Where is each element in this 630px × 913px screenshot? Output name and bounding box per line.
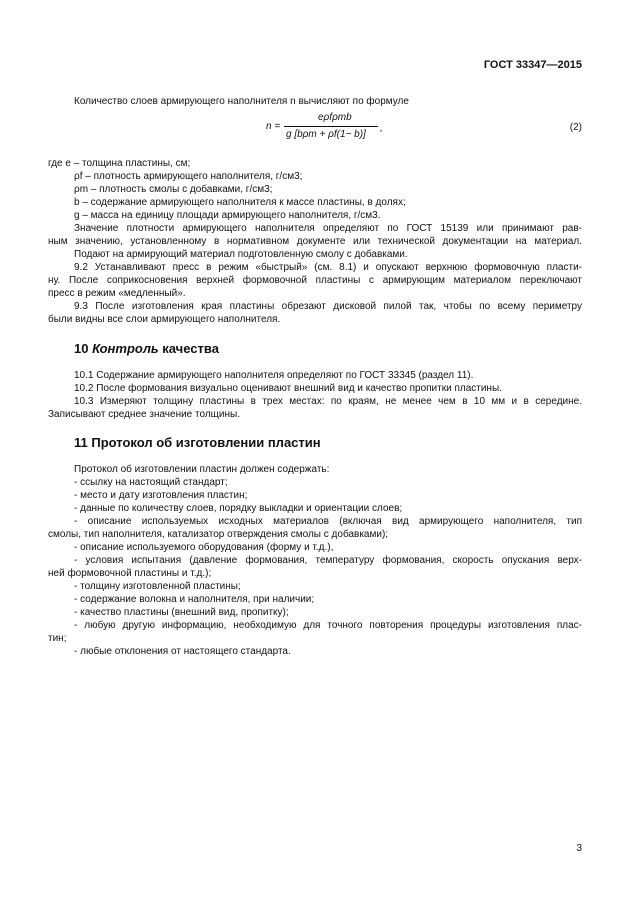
paragraph-line: 9.3 После изготовления края пластины обрезают дисковой пилой так, чтобы по всему периметру: [74, 301, 582, 312]
intro-line: Количество слоев армирующего наполнителя n вычисляют по формуле: [74, 96, 409, 107]
paragraph-line: Значение плотности армирующего наполнителя определяют по ГОСТ 15139 или принимают рав-: [74, 223, 582, 234]
section-10-title-italic: Контроль: [92, 341, 159, 356]
section-11-line: Протокол об изготовлении пластин должен содержать:: [74, 464, 330, 475]
where-line: где e – толщина пластины, см;: [48, 158, 191, 169]
where-line: g – масса на единицу площади армирующего наполнителя, г/см3.: [74, 210, 381, 221]
section-11-line: - любые отклонения от настоящего стандарта.: [74, 646, 291, 657]
section-11-line: - любую другую информацию, необходимую для точного повторения процедуры изготовления плас-: [74, 620, 582, 631]
page-number: 3: [576, 843, 582, 854]
section-10-heading: [74, 341, 219, 356]
section-11-line: - описание используемого оборудования (форму и т.д.),: [74, 542, 334, 553]
paragraph-line: пресс в режим «медленный».: [48, 288, 186, 299]
formula-numerator: eρfρmb: [318, 112, 352, 123]
formula-number: (2): [569, 122, 582, 133]
paragraph-line: 9.2 Устанавливают пресс в режим «быстрый» (см. 8.1) и опускают верхнюю формовочную пласти-: [74, 262, 582, 273]
paragraph-line: ну. После соприкосновения верхней формовочной пластины с армирующим материалом переключают: [48, 275, 582, 286]
formula-tail: ,: [380, 123, 383, 134]
section-11-line: - качество пластины (внешний вид, пропитку);: [74, 607, 289, 618]
section-11-line: - место и дату изготовления пластин;: [74, 490, 248, 501]
document-header: ГОСТ 33347—2015: [483, 59, 582, 71]
where-line: b – содержание армирующего наполнителя к массе пластины, в долях;: [74, 197, 406, 208]
formula-fraction-bar: [284, 126, 378, 127]
section-10-line: Записывают среднее значение толщины.: [48, 409, 240, 420]
section-11-line: ней формовочной пластины и т.д.);: [48, 568, 212, 579]
paragraph-line: были видны все слои армирующего наполнителя.: [48, 314, 281, 325]
formula-lhs: n =: [266, 121, 281, 132]
section-10-line: 10.3 Измеряют толщину пластины в трех местах: по краям, не менее чем в 10 мм и в середине.: [74, 396, 582, 407]
section-10-title-rest: качества: [162, 341, 219, 356]
section-11-line: тин;: [48, 633, 67, 644]
section-10-number: 10: [74, 341, 89, 356]
where-line: ρf – плотность армирующего наполнителя, г/см3;: [74, 171, 303, 182]
formula-denominator: g [bρm + ρf(1− b)]: [286, 129, 366, 140]
section-11-line: - условия испытания (давление формования, температуру формования, скорость опускания верх-: [74, 555, 582, 566]
where-line: ρm – плотность смолы с добавками, г/см3;: [74, 184, 273, 195]
section-10-line: 10.1 Содержание армирующего наполнителя определяют по ГОСТ 33345 (раздел 11).: [74, 370, 474, 381]
section-11-line: - толщину изготовленной пластины;: [74, 581, 241, 592]
paragraph-line: ным значению, установленному в нормативном документе или технической документации на материал.: [48, 236, 582, 247]
section-11-line: смолы, тип наполнителя, катализатор отверждения смолы с добавками);: [48, 529, 389, 540]
section-11-line: - описание используемых исходных материалов (включая вид армирующего наполнителя, тип: [74, 516, 582, 527]
paragraph-line: Подают на армирующий материал подготовленную смолу с добавками.: [74, 249, 408, 260]
section-11-line: - ссылку на настоящий стандарт;: [74, 477, 228, 488]
section-11-line: - данные по количеству слоев, порядку выкладки и ориентации слоев;: [74, 503, 403, 514]
section-11-heading: 11 Протокол об изготовлении пластин: [74, 435, 321, 450]
section-10-line: 10.2 После формования визуально оценивают внешний вид и качество пропитки пластины.: [74, 383, 502, 394]
section-11-line: - содержание волокна и наполнителя, при наличии;: [74, 594, 315, 605]
